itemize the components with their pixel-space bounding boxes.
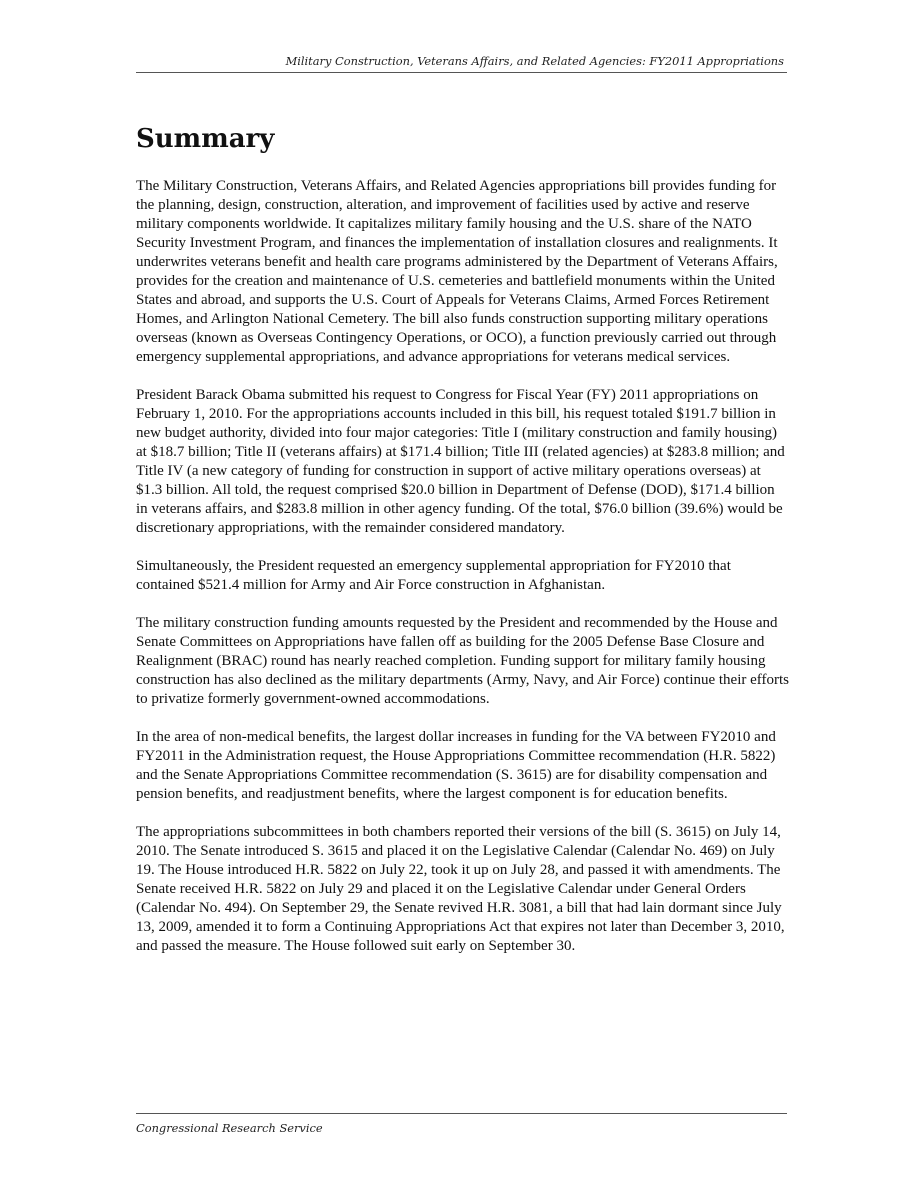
section-title: Summary bbox=[136, 124, 275, 154]
paragraph: The Military Construction, Veterans Affairs, and Related Agencies appropriations bill provides funding for the planning, design, construction, alteration, and improvement of facilities used by active and reserve military components worldwide. It capitalizes military family housing and the U.S. share of the NATO Security Investment Program, and finances the implementation of installation closures and realignments. It underwrites veterans benefit and health care programs administered by the Department of Veterans Affairs, provides for the creation and maintenance of U.S. cemeteries and battlefield monuments within the United States and abroad, and supports the U.S. Court of Appeals for Veterans Claims, Armed Forces Retirement Homes, and Arlington National Cemetery. The bill also funds construction supporting military operations overseas (known as Overseas Contingency Operations, or OCO), a function previously carried out through emergency supplemental appropriations, and advance appropriations for veterans medical services. bbox=[136, 178, 778, 365]
paragraph: In the area of non-medical benefits, the largest dollar increases in funding for the VA between FY2010 and FY2011 in the Administration request, the House Appropriations Committee recommendation (H.R. 5822) and the Senate Appropriations Committee recommendation (S. 3615) are for disability compensation and pension benefits, and readjustment benefits, where the largest component is for education benefits. bbox=[136, 729, 776, 802]
paragraph: The military construction funding amounts requested by the President and recommended by the House and Senate Committees on Appropriations have fallen off as building for the 2005 Defense Base Closure and Realignment (BRAC) round has nearly reached completion. Funding support for military family housing construction has also declined as the military departments (Army, Navy, and Air Force) continue their efforts to privatize formerly government-owned accommodations. bbox=[136, 615, 790, 707]
section-body bbox=[136, 177, 790, 975]
running-header: Military Construction, Veterans Affairs, and Related Agencies: FY2011 Appropriations bbox=[285, 54, 784, 68]
paragraph: The appropriations subcommittees in both chambers reported their versions of the bill (S. 3615) on July 14, 2010. The Senate introduced S. 3615 and placed it on the Legislative Calendar (Calendar No. 469) on July 19. The House introduced H.R. 5822 on July 22, took it up on July 28, and passed it with amendments. The Senate received H.R. 5822 on July 29 and placed it on the Legislative Calendar under General Orders (Calendar No. 494). On September 29, the Senate revived H.R. 3081, a bill that had lain dormant since July 13, 2009, amended it to form a Continuing Appropriations Act that expires not later than December 3, 2010, and passed the measure. The House followed suit early on September 30. bbox=[136, 824, 785, 954]
paragraph: President Barack Obama submitted his request to Congress for Fiscal Year (FY) 2011 appropriations on February 1, 2010. For the appropriations accounts included in this bill, his request totaled $191.7 billion in new budget authority, divided into four major categories: Title I (military construction and family housing) at $18.7 billion; Title II (veterans affairs) at $171.4 billion; Title III (related agencies) at $283.8 million; and Title IV (a new category of funding for construction in support of active military operations overseas) at $1.3 billion. All told, the request comprised $20.0 billion in Department of Defense (DOD), $171.4 billion in veterans affairs, and $283.8 million in other agency funding. Of the total, $76.0 billion (39.6%) would be discretionary appropriations, with the remainder considered mandatory. bbox=[136, 387, 785, 536]
footer-organization: Congressional Research Service bbox=[136, 1121, 323, 1135]
paragraph: Simultaneously, the President requested an emergency supplemental appropriation for FY2010 that contained $521.4 million for Army and Air Force construction in Afghanistan. bbox=[136, 558, 731, 593]
footer-divider bbox=[136, 1113, 787, 1114]
header-divider bbox=[136, 72, 787, 73]
